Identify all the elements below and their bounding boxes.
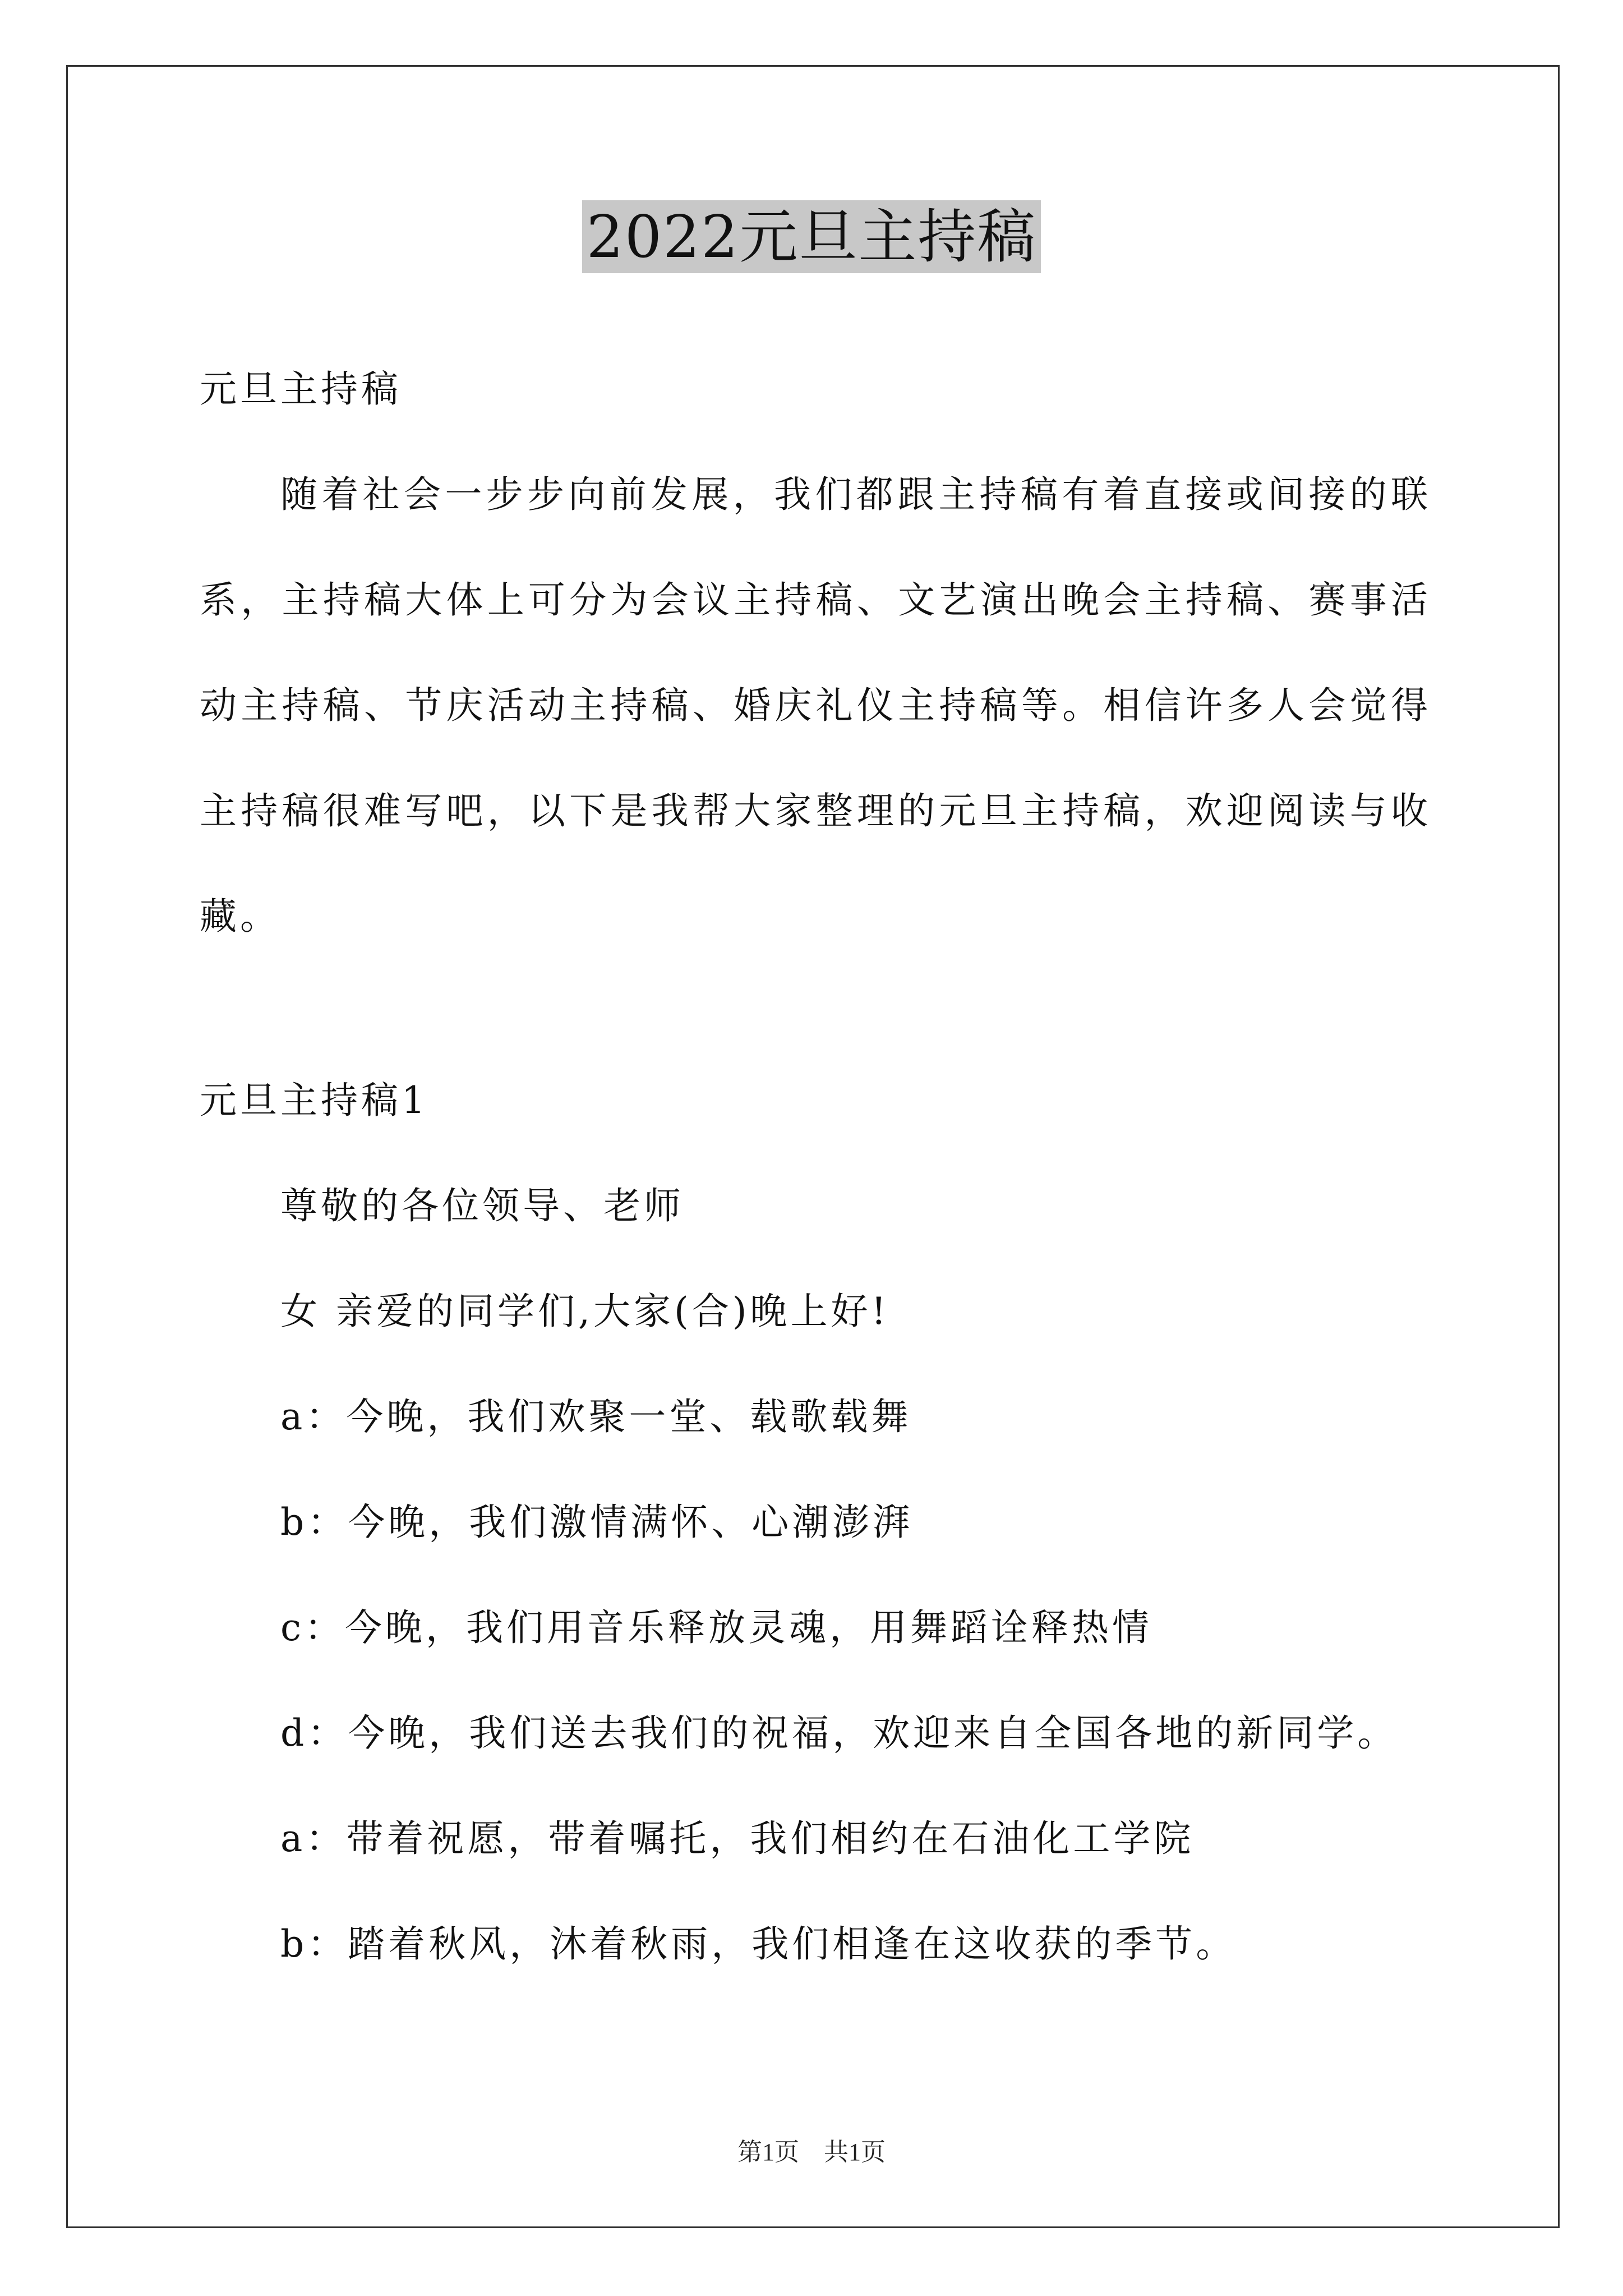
- page-number: 第1页: [737, 2138, 799, 2166]
- page-footer: [0, 2132, 1623, 2168]
- script-line: a：今晚，我们欢聚一堂、载歌载舞: [280, 1395, 912, 1438]
- document-heading: 元旦主持稿: [200, 367, 402, 411]
- script-line: 女 亲爱的同学们,大家(合)晚上好!: [280, 1290, 889, 1333]
- script-line: 尊敬的各位领导、老师: [280, 1184, 684, 1227]
- script-line: d：今晚，我们送去我们的祝福，欢迎来自全国各地的新同学。: [280, 1711, 1398, 1755]
- document-title: [0, 197, 1623, 276]
- document-body: [200, 337, 1431, 1997]
- script-line: a：带着祝愿，带着嘱托，我们相约在石油化工学院: [280, 1817, 1195, 1860]
- document-title-text: 2022元旦主持稿: [582, 200, 1041, 273]
- script-line: b：今晚，我们激情满怀、心潮澎湃: [280, 1501, 914, 1544]
- page-total: 共1页: [824, 2138, 886, 2166]
- intro-paragraph: 随着社会一步步向前发展，我们都跟主持稿有着直接或间接的联系，主持稿大体上可分为会议主持稿、文艺演出晚会主持稿、赛事活动主持稿、节庆活动主持稿、婚庆礼仪主持稿等。相信许多人会觉得主持稿很难写吧，以下是我帮大家整理的元旦主持稿，欢迎阅读与收藏。: [200, 473, 1431, 938]
- section-title: 元旦主持稿1: [200, 1079, 428, 1122]
- script-line: c：今晚，我们用音乐释放灵魂，用舞蹈诠释热情: [280, 1606, 1152, 1649]
- paragraph-gap: [200, 969, 1431, 1048]
- script-line: b：踏着秋风，沐着秋雨，我们相逢在这收获的季节。: [280, 1922, 1237, 1966]
